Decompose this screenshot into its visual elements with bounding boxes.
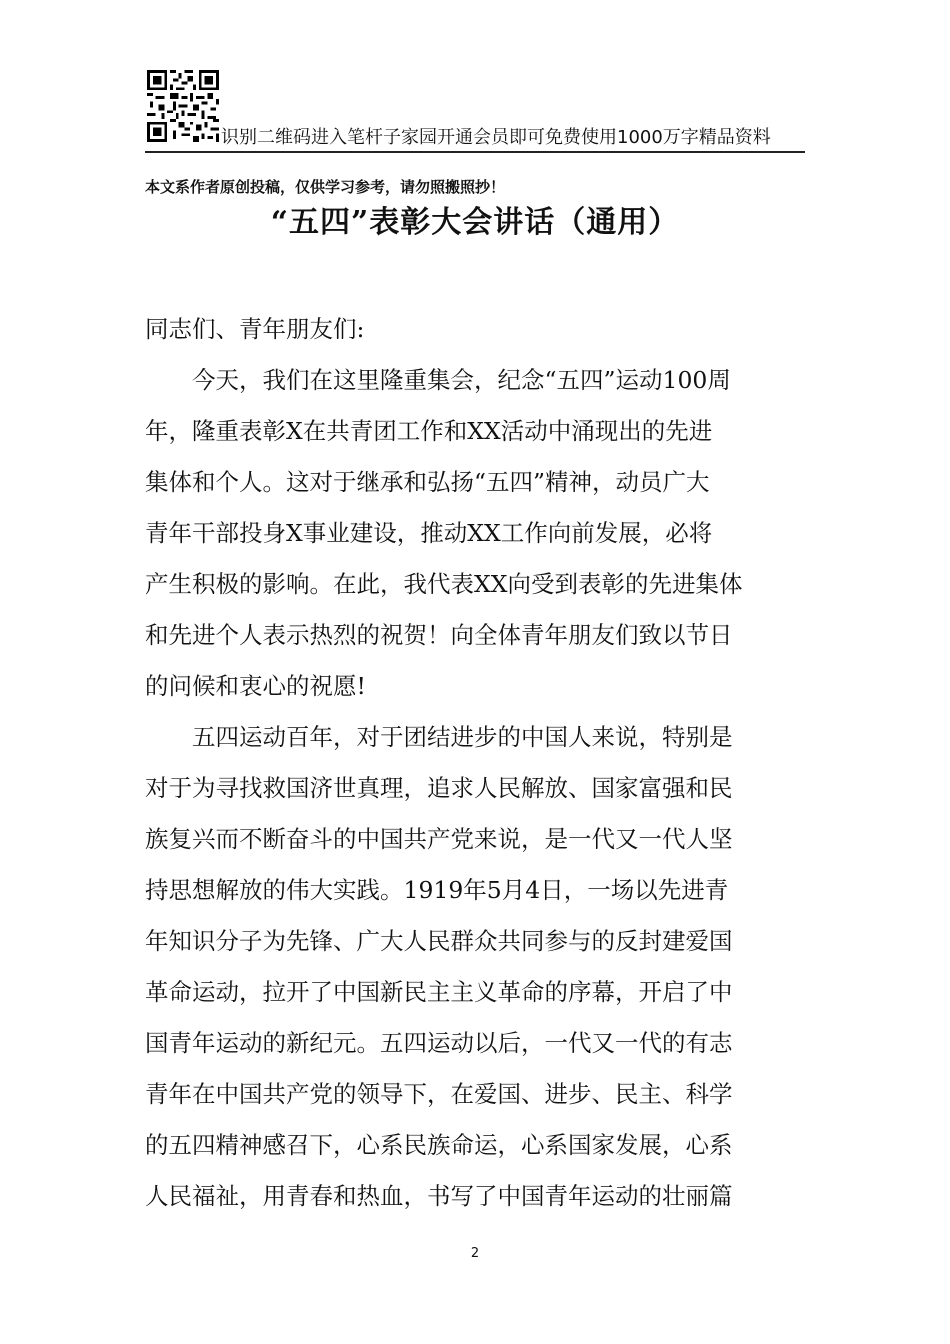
text-line: 年知识分子为先锋、广大人民群众共同参与的反封建爱国 xyxy=(145,927,733,955)
document-body xyxy=(145,304,805,1222)
text-line: 集体和个人。这对于继承和弘扬“五四”精神，动员广大 xyxy=(145,468,710,496)
text-line: 年，隆重表彰X在共青团工作和XX活动中涌现出的先进 xyxy=(145,417,713,445)
text-line: 的问候和衷心的祝愿! xyxy=(145,672,366,700)
document-title: “五四”表彰大会讲话（通用） xyxy=(270,205,680,240)
text-line: 对于为寻找救国济世真理，追求人民解放、国家富强和民 xyxy=(145,774,733,802)
text-line: 人民福祉，用青春和热血，书写了中国青年运动的壮丽篇 xyxy=(145,1182,733,1210)
text-line: 五四运动百年，对于团结进步的中国人来说，特别是 xyxy=(192,723,733,751)
text-line: 族复兴而不断奋斗的中国共产党来说，是一代又一代人坚 xyxy=(145,825,733,853)
text-line: 产生积极的影响。在此，我代表XX向受到表彰的先进集体 xyxy=(145,570,743,598)
page-number: 2 xyxy=(470,1246,480,1261)
text-line: 持思想解放的伟大实践。1919年5月4日，一场以先进青 xyxy=(145,876,729,904)
paragraph xyxy=(145,355,805,712)
text-line: 的五四精神感召下，心系民族命运，心系国家发展，心系 xyxy=(145,1131,733,1159)
text-line: 青年干部投身X事业建设，推动XX工作向前发展，必将 xyxy=(145,519,713,547)
promo-header-text: 识别二维码进入笔杆子家园开通会员即可免费使用1000万字精品资料 xyxy=(221,127,771,148)
text-line: 革命运动，拉开了中国新民主主义革命的序幕，开启了中 xyxy=(145,978,733,1006)
header-divider xyxy=(145,151,805,153)
author-notice: 本文系作者原创投稿，仅供学习参考，请勿照搬照抄！ xyxy=(145,178,506,196)
text-line: 国青年运动的新纪元。五四运动以后，一代又一代的有志 xyxy=(145,1029,733,1057)
salutation: 同志们、青年朋友们: xyxy=(145,315,365,343)
text-line: 青年在中国共产党的领导下，在爱国、进步、民主、科学 xyxy=(145,1080,733,1108)
text-line: 今天，我们在这里隆重集会，纪念“五四”运动100周 xyxy=(192,366,731,394)
text-line: 和先进个人表示热烈的祝贺！向全体青年朋友们致以节日 xyxy=(145,621,733,649)
qr-code-icon[interactable] xyxy=(147,70,219,142)
paragraph xyxy=(145,712,805,1222)
